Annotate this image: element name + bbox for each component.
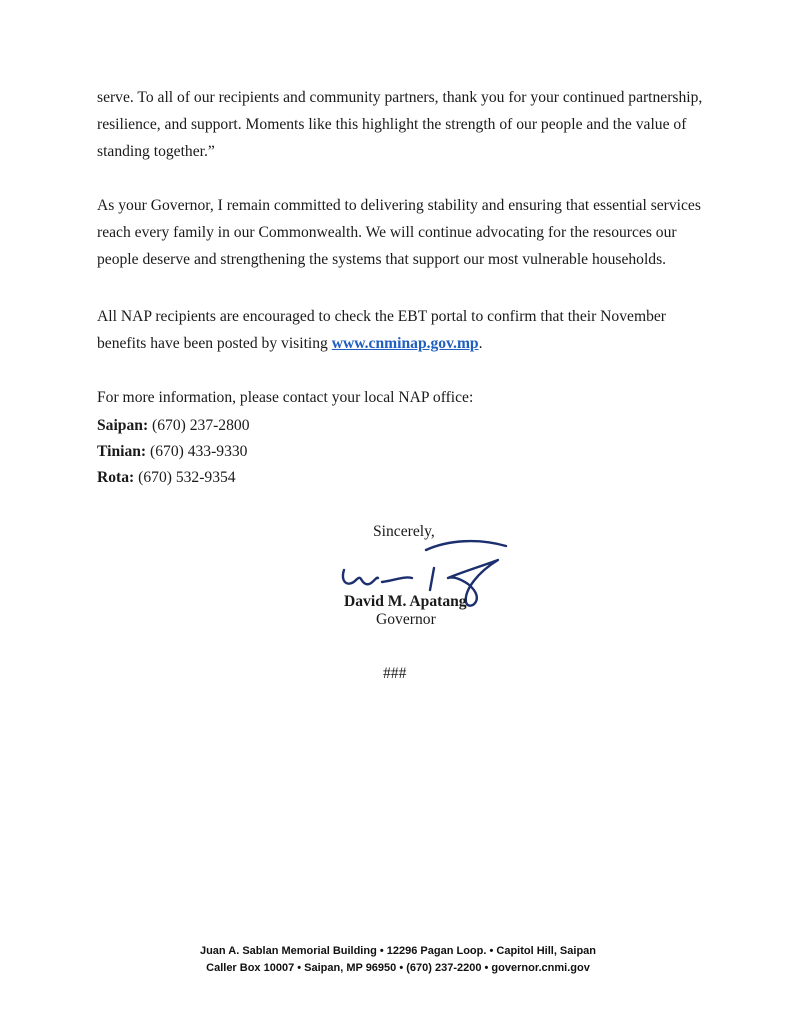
office-name: Saipan:	[97, 417, 149, 434]
office-phone: (670) 532-9354	[138, 469, 236, 486]
paragraph-line: All NAP recipients are encouraged to check the EBT portal to confirm that their November	[97, 308, 666, 325]
link-suffix-text: .	[478, 335, 483, 352]
office-phone: (670) 433-9330	[150, 443, 248, 460]
paragraph-line: resilience, and support. Moments like this highlight the strength of our people and the value of	[97, 116, 687, 133]
cnminap-website-link[interactable]: www.cnminap.gov.mp	[331, 335, 479, 352]
office-name: Rota:	[97, 469, 135, 486]
contact-intro: For more information, please contact your local NAP office:	[97, 389, 474, 406]
salutation: Sincerely,	[373, 523, 435, 540]
governor-commitment-paragraph	[97, 192, 737, 273]
link-prefix-text: benefits have been posted by visiting	[97, 335, 332, 352]
signatory-name: David M. Apatang	[344, 593, 467, 610]
signatory-title: Governor	[376, 611, 436, 628]
paragraph-line: standing together.”	[97, 143, 215, 160]
ebt-portal-paragraph	[97, 303, 737, 357]
paragraph-line: reach every family in our Commonwealth. We will continue advocating for the resources our	[97, 224, 677, 241]
contact-office-tinian	[97, 442, 247, 462]
footer-address-line2: Caller Box 10007 • Saipan, MP 96950 • (670) 237-2200 • governor.cnmi.gov	[206, 962, 590, 974]
paragraph-line	[97, 330, 737, 357]
end-of-release-mark: ###	[383, 665, 407, 682]
contact-office-rota	[97, 468, 236, 488]
office-name: Tinian:	[97, 443, 147, 460]
office-phone: (670) 237-2800	[152, 417, 250, 434]
paragraph-line: serve. To all of our recipients and community partners, thank you for your continued partnership,	[97, 89, 703, 106]
paragraph-line: As your Governor, I remain committed to delivering stability and ensuring that essential services	[97, 197, 701, 214]
contact-office-saipan	[97, 416, 250, 436]
closing-quote-paragraph	[97, 84, 737, 165]
paragraph-line: people deserve and strengthening the systems that support our most vulnerable households.	[97, 251, 667, 268]
footer-address-line1: Juan A. Sablan Memorial Building • 12296 Pagan Loop. • Capitol Hill, Saipan	[199, 945, 597, 957]
